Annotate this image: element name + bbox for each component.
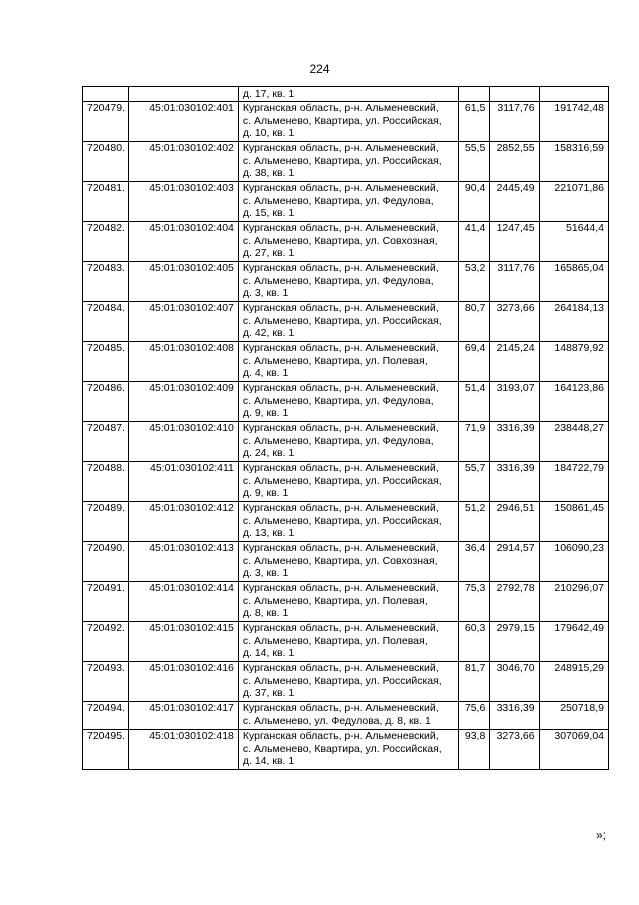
cell-value: 307069,04 xyxy=(539,730,608,770)
cell-price: 3316,39 xyxy=(490,462,539,502)
address-line: д. 9, кв. 1 xyxy=(242,407,289,419)
address-line: с. Альменево, Квартира, ул. Российская, xyxy=(242,474,442,487)
address-line: с. Альменево, Квартира, ул. Полевая, xyxy=(242,354,428,367)
cell-area: 55,7 xyxy=(459,462,490,502)
cell-number: 720492. xyxy=(83,622,129,662)
address-line: Курганская область, р-н. Альменевский, xyxy=(242,182,439,194)
address-line: Курганская область, р-н. Альменевский, xyxy=(242,622,439,634)
address-line: с. Альменево, Квартира, ул. Российская, xyxy=(242,742,442,755)
cell-cadastral: 45:01:030102:412 xyxy=(129,502,239,542)
address-line: д. 14, кв. 1 xyxy=(242,755,295,767)
cell-cadastral: 45:01:030102:413 xyxy=(129,542,239,582)
cell-address xyxy=(238,302,458,342)
address-line: д. 42, кв. 1 xyxy=(242,327,295,339)
table-row xyxy=(83,102,609,142)
address-line: д. 9, кв. 1 xyxy=(242,487,289,499)
cell-cadastral: 45:01:030102:403 xyxy=(129,182,239,222)
cell-area: 69,4 xyxy=(459,342,490,382)
cell-price: 3193,07 xyxy=(490,382,539,422)
cell-area: 36,4 xyxy=(459,542,490,582)
address-line: д. 15, кв. 1 xyxy=(242,207,295,219)
cell-area: 53,2 xyxy=(459,262,490,302)
cell-price: 3316,39 xyxy=(490,422,539,462)
cell-cadastral: 45:01:030102:402 xyxy=(129,142,239,182)
cell-value: 165865,04 xyxy=(539,262,608,302)
table-row xyxy=(83,182,609,222)
cell-number: 720481. xyxy=(83,182,129,222)
cell-value xyxy=(539,87,608,102)
cell-number xyxy=(83,87,129,102)
cell-address xyxy=(238,462,458,502)
address-line: д. 3, кв. 1 xyxy=(242,567,289,579)
table-row xyxy=(83,542,609,582)
address-line: д. 27, кв. 1 xyxy=(242,247,295,259)
cell-value: 158316,59 xyxy=(539,142,608,182)
cell-cadastral: 45:01:030102:411 xyxy=(129,462,239,502)
cell-area: 60,3 xyxy=(459,622,490,662)
address-line: Курганская область, р-н. Альменевский, xyxy=(242,102,439,114)
cell-address xyxy=(238,382,458,422)
cell-number: 720482. xyxy=(83,222,129,262)
cell-area: 61,5 xyxy=(459,102,490,142)
table-row-continuation xyxy=(83,87,609,102)
cell-price: 1247,45 xyxy=(490,222,539,262)
address-line: с. Альменево, Квартира, ул. Совхозная, xyxy=(242,234,438,247)
cell-address xyxy=(238,622,458,662)
table-row xyxy=(83,462,609,502)
cell-number: 720494. xyxy=(83,702,129,730)
cell-number: 720489. xyxy=(83,502,129,542)
address-line: с. Альменево, Квартира, ул. Совхозная, xyxy=(242,554,438,567)
address-line: Курганская область, р-н. Альменевский, xyxy=(242,702,439,714)
table-row xyxy=(83,142,609,182)
cell-area: 80,7 xyxy=(459,302,490,342)
cell-cadastral xyxy=(129,87,239,102)
address-line: Курганская область, р-н. Альменевский, xyxy=(242,382,439,394)
address-line: с. Альменево, Квартира, ул. Федулова, xyxy=(242,274,434,287)
cell-address xyxy=(238,142,458,182)
address-line: д. 38, кв. 1 xyxy=(242,167,295,179)
cell-address xyxy=(238,422,458,462)
address-line: Курганская область, р-н. Альменевский, xyxy=(242,730,439,742)
cell-value: 238448,27 xyxy=(539,422,608,462)
address-line: с. Альменево, Квартира, ул. Российская, xyxy=(242,514,442,527)
address-line: Курганская область, р-н. Альменевский, xyxy=(242,582,439,594)
cell-price: 2946,51 xyxy=(490,502,539,542)
cell-cadastral: 45:01:030102:409 xyxy=(129,382,239,422)
cell-cadastral: 45:01:030102:416 xyxy=(129,662,239,702)
cell-area xyxy=(459,87,490,102)
cell-address xyxy=(238,182,458,222)
address-line: Курганская область, р-н. Альменевский, xyxy=(242,342,439,354)
cell-value: 248915,29 xyxy=(539,662,608,702)
table-row xyxy=(83,422,609,462)
address-line: с. Альменево, Квартира, ул. Российская, xyxy=(242,314,442,327)
table-row xyxy=(83,302,609,342)
cell-number: 720490. xyxy=(83,542,129,582)
cell-cadastral: 45:01:030102:401 xyxy=(129,102,239,142)
table-row xyxy=(83,622,609,662)
table-row xyxy=(83,262,609,302)
cell-cadastral: 45:01:030102:418 xyxy=(129,730,239,770)
cell-number: 720484. xyxy=(83,302,129,342)
address-line: с. Альменево, Квартира, ул. Федулова, xyxy=(242,434,434,447)
address-line: с. Альменево, Квартира, ул. Российская, xyxy=(242,114,442,127)
table-row xyxy=(83,502,609,542)
cell-area: 71,9 xyxy=(459,422,490,462)
cell-number: 720483. xyxy=(83,262,129,302)
cell-cadastral: 45:01:030102:407 xyxy=(129,302,239,342)
address-line: Курганская область, р-н. Альменевский, xyxy=(242,462,439,474)
cell-price: 3117,76 xyxy=(490,102,539,142)
address-line: д. 13, кв. 1 xyxy=(242,527,295,539)
cell-cadastral: 45:01:030102:417 xyxy=(129,702,239,730)
cell-address xyxy=(238,342,458,382)
address-line: д. 14, кв. 1 xyxy=(242,647,295,659)
cell-value: 184722,79 xyxy=(539,462,608,502)
cell-value: 51644,4 xyxy=(539,222,608,262)
address-line: д. 10, кв. 1 xyxy=(242,127,295,139)
cell-address xyxy=(238,502,458,542)
cell-area: 90,4 xyxy=(459,182,490,222)
cell-price: 2852,55 xyxy=(490,142,539,182)
cell-value: 106090,23 xyxy=(539,542,608,582)
address-line: д. 37, кв. 1 xyxy=(242,687,295,699)
cell-value: 264184,13 xyxy=(539,302,608,342)
cell-value: 148879,92 xyxy=(539,342,608,382)
address-line: с. Альменево, Квартира, ул. Российская, xyxy=(242,674,442,687)
cell-price: 2979,15 xyxy=(490,622,539,662)
table-row xyxy=(83,582,609,622)
table-row xyxy=(83,342,609,382)
cell-address xyxy=(238,102,458,142)
cell-number: 720485. xyxy=(83,342,129,382)
cell-price: 2792,78 xyxy=(490,582,539,622)
address-line: Курганская область, р-н. Альменевский, xyxy=(242,142,439,154)
cell-area: 93,8 xyxy=(459,730,490,770)
cell-value: 250718,9 xyxy=(539,702,608,730)
cell-area: 75,3 xyxy=(459,582,490,622)
cell-value: 191742,48 xyxy=(539,102,608,142)
cell-price: 2145,24 xyxy=(490,342,539,382)
cell-cadastral: 45:01:030102:405 xyxy=(129,262,239,302)
cell-area: 55,5 xyxy=(459,142,490,182)
address-line: Курганская область, р-н. Альменевский, xyxy=(242,542,439,554)
address-line: Курганская область, р-н. Альменевский, xyxy=(242,222,439,234)
cell-number: 720491. xyxy=(83,582,129,622)
table-row xyxy=(83,382,609,422)
closing-mark: »; xyxy=(596,828,607,842)
cell-number: 720487. xyxy=(83,422,129,462)
address-line: д. 3, кв. 1 xyxy=(242,287,289,299)
table-body xyxy=(83,87,609,770)
address-line: с. Альменево, Квартира, ул. Полевая, xyxy=(242,594,428,607)
property-table xyxy=(82,86,609,770)
address-line: д. 24, кв. 1 xyxy=(242,447,295,459)
cell-value: 210296,07 xyxy=(539,582,608,622)
address-line: с. Альменево, Квартира, ул. Федулова, xyxy=(242,394,434,407)
table-row xyxy=(83,730,609,770)
table-row xyxy=(83,222,609,262)
cell-address xyxy=(238,87,458,102)
cell-price: 2914,57 xyxy=(490,542,539,582)
address-line: д. 4, кв. 1 xyxy=(242,367,289,379)
page-number: 224 xyxy=(309,62,330,76)
cell-number: 720479. xyxy=(83,102,129,142)
table-row xyxy=(83,662,609,702)
cell-area: 41,4 xyxy=(459,222,490,262)
cell-value: 221071,86 xyxy=(539,182,608,222)
cell-area: 51,4 xyxy=(459,382,490,422)
table-row xyxy=(83,702,609,730)
cell-value: 150861,45 xyxy=(539,502,608,542)
cell-area: 51,2 xyxy=(459,502,490,542)
address-line: д. 17, кв. 1 xyxy=(242,88,295,100)
cell-address xyxy=(238,662,458,702)
cell-number: 720480. xyxy=(83,142,129,182)
cell-cadastral: 45:01:030102:414 xyxy=(129,582,239,622)
cell-price: 3273,66 xyxy=(490,730,539,770)
cell-address xyxy=(238,730,458,770)
cell-value: 164123,86 xyxy=(539,382,608,422)
cell-price xyxy=(490,87,539,102)
cell-cadastral: 45:01:030102:415 xyxy=(129,622,239,662)
address-line: Курганская область, р-н. Альменевский, xyxy=(242,262,439,274)
cell-number: 720493. xyxy=(83,662,129,702)
address-line: с. Альменево, Квартира, ул. Полевая, xyxy=(242,634,428,647)
address-line: Курганская область, р-н. Альменевский, xyxy=(242,422,439,434)
address-line: Курганская область, р-н. Альменевский, xyxy=(242,662,439,674)
cell-address xyxy=(238,542,458,582)
cell-cadastral: 45:01:030102:408 xyxy=(129,342,239,382)
address-line: Курганская область, р-н. Альменевский, xyxy=(242,302,439,314)
cell-cadastral: 45:01:030102:410 xyxy=(129,422,239,462)
cell-price: 3273,66 xyxy=(490,302,539,342)
cell-price: 3046,70 xyxy=(490,662,539,702)
cell-price: 2445,49 xyxy=(490,182,539,222)
cell-value: 179642,49 xyxy=(539,622,608,662)
cell-address xyxy=(238,262,458,302)
cell-number: 720486. xyxy=(83,382,129,422)
cell-address xyxy=(238,222,458,262)
address-line: д. 8, кв. 1 xyxy=(242,607,289,619)
cell-number: 720488. xyxy=(83,462,129,502)
address-line: Курганская область, р-н. Альменевский, xyxy=(242,502,439,514)
cell-address xyxy=(238,702,458,730)
cell-number: 720495. xyxy=(83,730,129,770)
cell-cadastral: 45:01:030102:404 xyxy=(129,222,239,262)
cell-address xyxy=(238,582,458,622)
cell-area: 75,6 xyxy=(459,702,490,730)
address-line: с. Альменево, Квартира, ул. Российская, xyxy=(242,154,442,167)
address-line: с. Альменево, ул. Федулова, д. 8, кв. 1 xyxy=(242,714,431,727)
address-line: с. Альменево, Квартира, ул. Федулова, xyxy=(242,194,434,207)
cell-area: 81,7 xyxy=(459,662,490,702)
cell-price: 3316,39 xyxy=(490,702,539,730)
cell-price: 3117,76 xyxy=(490,262,539,302)
